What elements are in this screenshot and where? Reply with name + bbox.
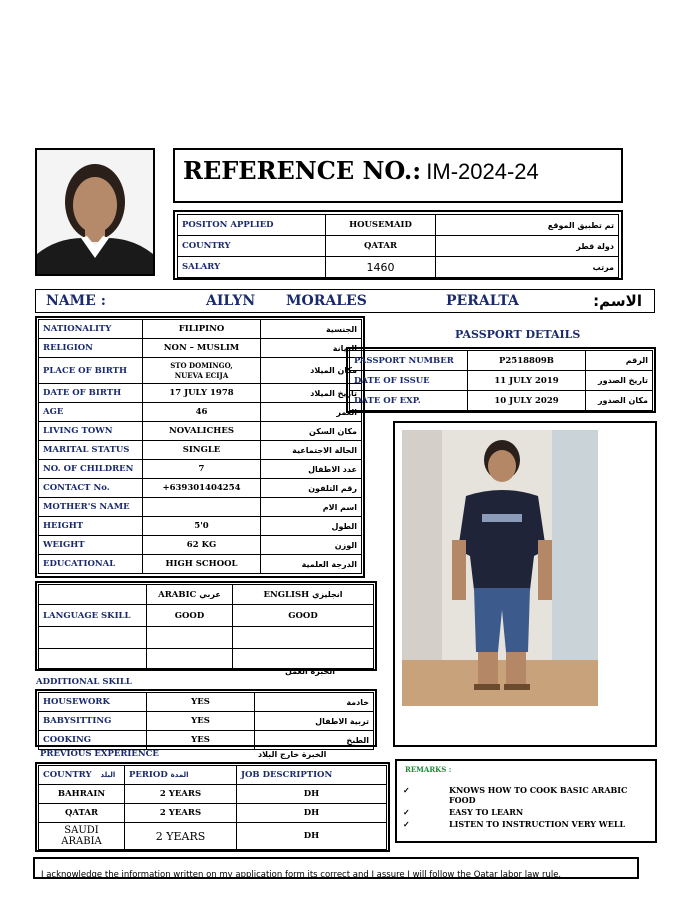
personal-label-ar: الدرجة العلمية: [261, 555, 362, 574]
name-last: PERALTA: [446, 293, 519, 309]
job-table: [177, 214, 619, 278]
personal-label: MOTHER'S NAME: [39, 498, 143, 517]
name-first: AILYN: [206, 293, 256, 309]
skill-label: HOUSEWORK: [39, 693, 147, 712]
personal-value: 62 KG: [143, 536, 261, 555]
job-label: COUNTRY: [178, 236, 326, 257]
personal-label-ar: الحالة الاجتماعية: [261, 441, 362, 460]
personal-label-ar: تاريخ الميلاد: [261, 384, 362, 403]
check-icon: ✓: [403, 785, 410, 795]
experience-period: 2 YEARS: [125, 823, 237, 850]
table-row: [39, 441, 362, 460]
previous-experience-title-ar: الخبرة خارج البلاد: [258, 750, 327, 759]
experience-period: 2 YEARS: [125, 804, 237, 823]
personal-label-ar: رقم التلفون: [261, 479, 362, 498]
skill-value: YES: [147, 712, 255, 731]
experience-period: 2 YEARS: [125, 785, 237, 804]
table-row: [39, 555, 362, 574]
list-item: [403, 807, 651, 817]
full-body-photo: [402, 430, 598, 706]
skill-label-ar: تربية الاطفال: [255, 712, 374, 731]
table-row: [39, 517, 362, 536]
table-row: [39, 460, 362, 479]
personal-label-ar: مكان السكن: [261, 422, 362, 441]
table-row: [39, 712, 374, 731]
empty-cell: [233, 627, 374, 649]
remark-text: KNOWS HOW TO COOK BASIC ARABIC FOOD: [449, 785, 628, 805]
empty-cell: [147, 649, 233, 669]
experience-job: DH: [237, 823, 387, 850]
experience-header-country: [39, 766, 125, 785]
experience-header-period-label: PERIOD: [129, 770, 168, 780]
experience-header-period: [125, 766, 237, 785]
language-english-value: GOOD: [233, 605, 374, 627]
full-body-photo-frame: [393, 421, 657, 747]
personal-value-line: STO DOMINGO,: [170, 360, 233, 370]
experience-country: QATAR: [39, 804, 125, 823]
table-row: [39, 403, 362, 422]
name-middle: MORALES: [286, 293, 367, 309]
personal-table-frame: [35, 316, 365, 578]
table-row: [39, 766, 387, 785]
personal-value: 17 JULY 1978: [143, 384, 261, 403]
additional-skill-title-ar: الخبرة العمل: [285, 667, 336, 676]
portrait-photo: [37, 150, 153, 274]
experience-country: SAUDI ARABIA: [39, 823, 125, 850]
personal-label-ar: الديانة: [261, 339, 362, 358]
name-bar: [35, 289, 655, 313]
table-row: [39, 627, 374, 649]
table-row: [39, 605, 374, 627]
experience-header-job: JOB DESCRIPTION: [237, 766, 387, 785]
portrait-photo-frame: [35, 148, 155, 276]
personal-value-line: NUEVA ECIJA: [174, 370, 229, 380]
table-row: [39, 358, 362, 384]
language-english-header-ar: انجليزي: [312, 589, 343, 599]
passport-title: PASSPORT DETAILS: [455, 328, 581, 341]
experience-header-country-ar: البلد: [100, 771, 116, 779]
passport-label-ar: تاريخ الصدور: [586, 371, 653, 391]
personal-label: WEIGHT: [39, 536, 143, 555]
experience-table: [38, 765, 387, 850]
job-label: SALARY: [178, 257, 326, 278]
experience-table-frame: [35, 762, 390, 852]
skill-value: YES: [147, 731, 255, 750]
name-label: NAME :: [46, 293, 106, 309]
language-arabic-header-ar: عربي: [199, 589, 221, 599]
table-row: [39, 823, 387, 850]
language-english-header: [233, 585, 374, 605]
table-row: [178, 236, 619, 257]
personal-value: [143, 498, 261, 517]
personal-label: EDUCATIONAL: [39, 555, 143, 574]
passport-label: PASSPORT NUMBER: [350, 351, 468, 371]
language-table-frame: [35, 581, 377, 671]
remarks-title: REMARKS :: [405, 765, 452, 774]
acknowledgement-text: I acknowledge the information written on my application form its correct and I assure I will follow the Qatar labor law rule.: [41, 870, 562, 880]
check-icon: ✓: [403, 807, 410, 817]
table-row: [350, 371, 653, 391]
language-skill-label: LANGUAGE SKILL: [39, 605, 147, 627]
passport-value: 11 JULY 2019: [468, 371, 586, 391]
job-label-ar: تم تطبيق الموقع: [436, 215, 619, 236]
table-row: [39, 384, 362, 403]
job-label-ar: دولة قطر: [436, 236, 619, 257]
table-row: [39, 804, 387, 823]
remark-text: EASY TO LEARN: [449, 807, 524, 817]
table-row: [350, 391, 653, 411]
additional-table: [38, 692, 374, 750]
experience-country: BAHRAIN: [39, 785, 125, 804]
personal-value: NOVALICHES: [143, 422, 261, 441]
personal-value: SINGLE: [143, 441, 261, 460]
personal-label: NATIONALITY: [39, 320, 143, 339]
table-row: [178, 215, 619, 236]
check-icon: ✓: [403, 819, 410, 829]
personal-value: HIGH SCHOOL: [143, 555, 261, 574]
skill-label-ar: خادمة: [255, 693, 374, 712]
passport-value: 10 JULY 2029: [468, 391, 586, 411]
empty-cell: [39, 649, 147, 669]
list-item: [403, 819, 651, 829]
passport-table-frame: [346, 347, 656, 413]
previous-experience-title: PREVIOUS EXPERIENCE: [40, 749, 159, 759]
job-label-ar: مرتب: [436, 257, 619, 278]
additional-table-frame: [35, 689, 377, 747]
personal-label-ar: العمر: [261, 403, 362, 422]
experience-job: DH: [237, 785, 387, 804]
language-table: [38, 584, 374, 669]
personal-value: FILIPINO: [143, 320, 261, 339]
table-row: [39, 339, 362, 358]
table-row: [178, 257, 619, 278]
personal-value: +639301404254: [143, 479, 261, 498]
reference-label: REFERENCE NO.:: [183, 156, 422, 185]
language-arabic-value: GOOD: [147, 605, 233, 627]
passport-table: [349, 350, 653, 411]
language-arabic-header-label: ARABIC: [158, 589, 197, 600]
table-row: [39, 479, 362, 498]
job-label: POSITON APPLIED: [178, 215, 326, 236]
table-row: [39, 320, 362, 339]
acknowledgement-box: [33, 857, 639, 879]
empty-cell: [233, 649, 374, 669]
personal-value: NON – MUSLIM: [143, 339, 261, 358]
personal-table: [38, 319, 362, 574]
personal-value: 46: [143, 403, 261, 422]
table-row: [39, 693, 374, 712]
personal-label: RELIGION: [39, 339, 143, 358]
personal-value: 7: [143, 460, 261, 479]
table-row: [350, 351, 653, 371]
language-english-header-label: ENGLISH: [263, 589, 310, 600]
table-row: [39, 649, 374, 669]
personal-label-ar: الطول: [261, 517, 362, 536]
passport-value: P2518809B: [468, 351, 586, 371]
remark-text: LISTEN TO INSTRUCTION VERY WELL: [449, 819, 626, 829]
personal-label: HEIGHT: [39, 517, 143, 536]
table-row: [39, 422, 362, 441]
job-value: HOUSEMAID: [326, 215, 436, 236]
personal-label: MARITAL STATUS: [39, 441, 143, 460]
passport-label: DATE OF ISSUE: [350, 371, 468, 391]
additional-skill-title: ADDITIONAL SKILL: [36, 677, 132, 687]
personal-label: DATE OF BIRTH: [39, 384, 143, 403]
personal-label-ar: اسم الام: [261, 498, 362, 517]
table-row: [39, 585, 374, 605]
personal-label-ar: عدد الاطفال: [261, 460, 362, 479]
passport-label: DATE OF EXP.: [350, 391, 468, 411]
table-row: [39, 731, 374, 750]
name-label-ar: الاسم:: [593, 292, 642, 310]
passport-label-ar: الرقم: [586, 351, 653, 371]
skill-label-ar: الطبخ: [255, 731, 374, 750]
job-value: 1460: [326, 257, 436, 278]
experience-header-country-label: COUNTRY: [43, 770, 92, 780]
table-row: [39, 785, 387, 804]
skill-value: YES: [147, 693, 255, 712]
passport-label-ar: مكان الصدور: [586, 391, 653, 411]
personal-label: AGE: [39, 403, 143, 422]
remarks-box: [395, 759, 657, 843]
personal-label-ar: الجنسية: [261, 320, 362, 339]
personal-label: NO. OF CHILDREN: [39, 460, 143, 479]
reference-value: IM-2024-24: [426, 159, 539, 184]
skill-label: BABYSITTING: [39, 712, 147, 731]
personal-label: CONTACT No.: [39, 479, 143, 498]
reference-box: [173, 148, 623, 203]
personal-value: [143, 358, 261, 384]
skill-label: COOKING: [39, 731, 147, 750]
empty-cell: [147, 627, 233, 649]
personal-label-ar: مكان الميلاد: [261, 358, 362, 384]
list-item: [403, 785, 651, 805]
empty-cell: [39, 627, 147, 649]
table-row: [39, 536, 362, 555]
remarks-list: [403, 785, 651, 829]
job-value: QATAR: [326, 236, 436, 257]
experience-header-period-ar: المدة: [170, 771, 189, 779]
table-row: [39, 498, 362, 517]
language-corner: [39, 585, 147, 605]
personal-value: 5'0: [143, 517, 261, 536]
personal-label: LIVING TOWN: [39, 422, 143, 441]
experience-job: DH: [237, 804, 387, 823]
job-table-frame: [173, 210, 623, 280]
language-arabic-header: [147, 585, 233, 605]
personal-label-ar: الوزن: [261, 536, 362, 555]
personal-label: PLACE OF BIRTH: [39, 358, 143, 384]
